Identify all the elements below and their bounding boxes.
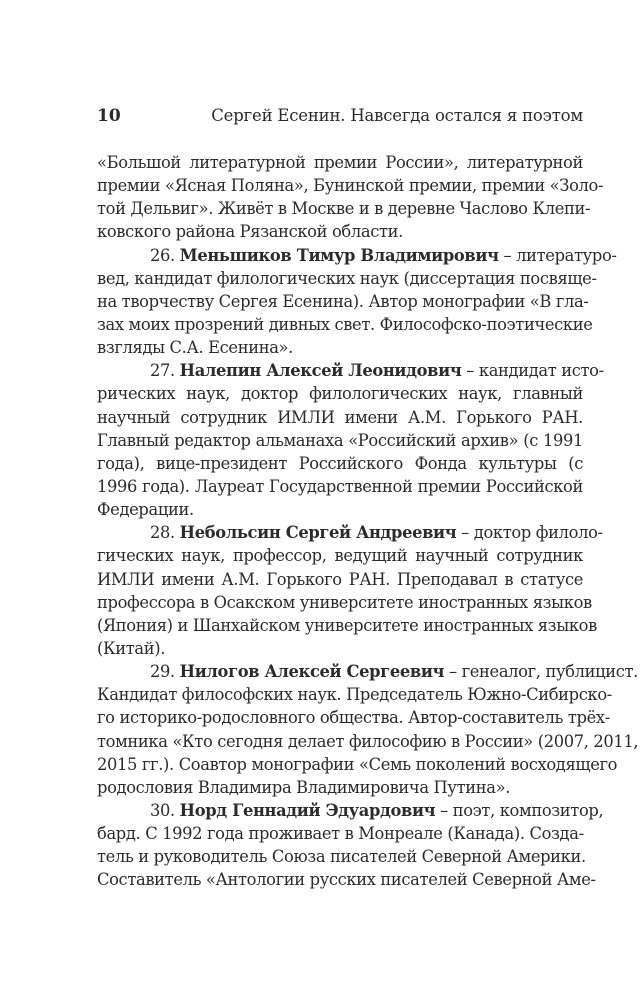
entry-number: 29.	[150, 662, 180, 682]
running-title: Сергей Есенин. Навсегда остался я поэтом	[211, 106, 583, 125]
text-line: томника «Кто сегодня делает философию в России» (2007, 2011,	[97, 731, 639, 751]
entry-description: – доктор филоло-	[456, 523, 603, 543]
page-body-text	[97, 151, 639, 892]
text-line: Главный редактор альманаха «Российский архив» (с 1991	[97, 430, 583, 450]
entry-heading-line	[97, 359, 604, 382]
entry-description: – кандидат исто-	[461, 361, 604, 381]
text-line: го историко-родословного общества. Автор-составитель трёх-	[97, 708, 610, 728]
entry-person-name: Норд Геннадий Эдуардович	[179, 800, 436, 820]
text-line: ковского района Рязанской области.	[97, 222, 403, 242]
text-line: той Дельвиг». Живёт в Москве и в деревне Часлово Клепи-	[97, 199, 591, 219]
entry-number: 28.	[150, 523, 180, 543]
text-line: 2015 гг.). Соавтор монографии «Семь поколений восходящего	[97, 754, 618, 774]
entry-heading-line	[97, 660, 639, 683]
text-line: бард. С 1992 года проживает в Монреале (Канада). Созда-	[97, 824, 584, 844]
entry-number: 27.	[150, 361, 180, 381]
page-number: 10	[97, 106, 121, 126]
entry-heading-line	[97, 244, 617, 267]
text-line: гических наук, профессор, ведущий научный сотрудник	[97, 546, 583, 566]
text-line: родословия Владимира Владимировича Путина».	[97, 777, 511, 797]
page-header	[97, 106, 583, 130]
text-line: взгляды С.А. Есенина».	[97, 338, 293, 358]
text-line: Федерации.	[97, 500, 194, 520]
text-line: (Китай).	[97, 638, 166, 658]
text-line: Кандидат философских наук. Председатель Южно-Сибирско-	[97, 685, 612, 705]
entry-heading-line	[97, 799, 604, 822]
entry-number: 30.	[150, 800, 180, 820]
text-line: «Большой литературной премии России», литературной	[97, 153, 583, 172]
entry-heading-line	[97, 521, 603, 544]
text-line: премии «Ясная Поляна», Бунинской премии, премии «Золо-	[97, 176, 604, 196]
text-line: Составитель «Антологии русских писателей Северной Аме-	[97, 870, 596, 890]
entry-person-name: Нилогов Алексей Сергеевич	[179, 662, 445, 682]
entry-number: 26.	[150, 245, 180, 265]
text-line: вед, кандидат филологических наук (диссертация посвяще-	[97, 268, 597, 288]
text-line: ИМЛИ имени А.М. Горького РАН. Преподавал в статусе	[97, 569, 583, 589]
entry-person-name: Налепин Алексей Леонидович	[179, 361, 462, 381]
text-line: научный сотрудник ИМЛИ имени А.М. Горького РАН.	[97, 407, 583, 427]
entry-description: – литературо-	[498, 245, 617, 265]
entry-person-name: Небольсин Сергей Андреевич	[179, 523, 457, 543]
text-line: 1996 года). Лауреат Государственной премии Российской	[97, 476, 583, 496]
text-line: на творчеству Сергея Есенина). Автор монографии «В гла-	[97, 291, 589, 311]
text-line: (Япония) и Шанхайском университете иностранных языков	[97, 615, 597, 635]
text-line: зах моих прозрений дивных свет. Философско-поэтические	[97, 314, 593, 334]
text-line: года), вице-президент Российского Фонда культуры (с	[97, 453, 583, 473]
text-line: рических наук, доктор филологических наук, главный	[97, 384, 583, 404]
entry-description: – генеалог, публицист.	[444, 662, 639, 682]
entry-person-name: Меньшиков Тимур Владимирович	[179, 245, 499, 265]
text-line: профессора в Осакском университете иностранных языков	[97, 592, 592, 612]
entry-description: – поэт, композитор,	[435, 800, 604, 820]
text-line: тель и руководитель Союза писателей Северной Америки.	[97, 847, 586, 867]
